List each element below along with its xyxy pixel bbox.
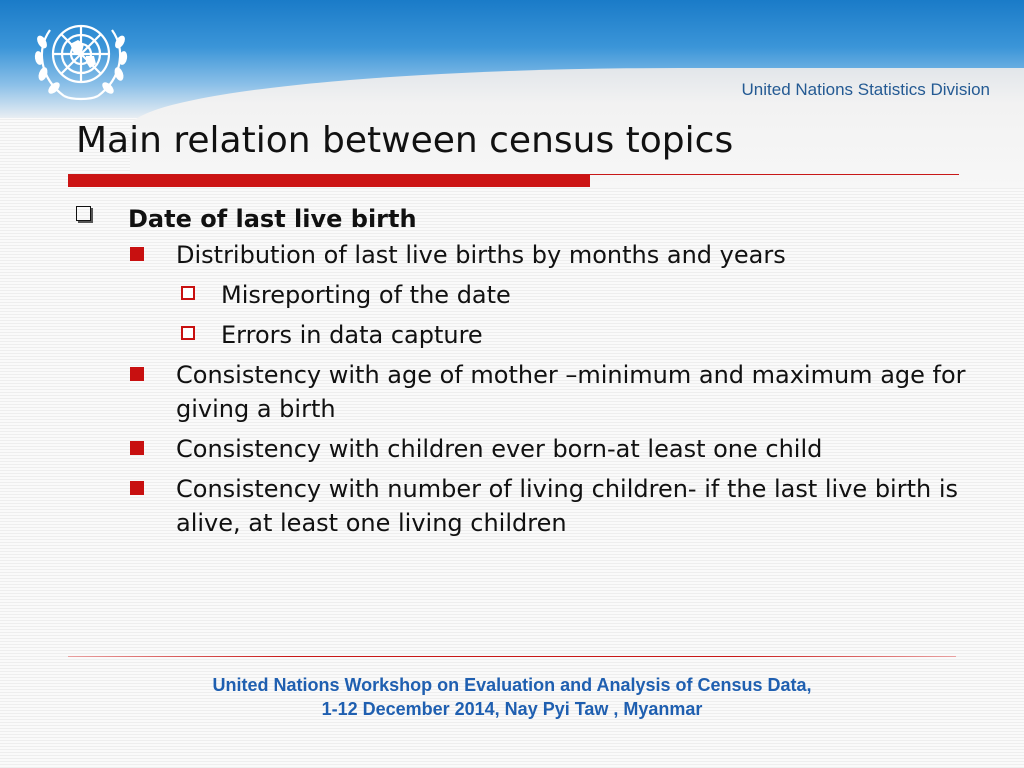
title-underline-bar [68, 175, 590, 187]
red-square-bullet-icon [130, 367, 144, 381]
hollow-square-bullet-icon [76, 206, 91, 221]
list-item [0, 200, 1024, 238]
organization-name: United Nations Statistics Division [741, 80, 990, 99]
un-emblem-icon [28, 8, 134, 108]
hollow-red-square-bullet-icon [181, 286, 195, 300]
list-item-text: Distribution of last live births by months and years [176, 241, 786, 269]
footer [0, 673, 1024, 721]
footer-line-2: 1-12 December 2014, Nay Pyi Taw , Myanmar [321, 699, 703, 719]
list-item [0, 278, 1024, 312]
hollow-red-square-bullet-icon [181, 326, 195, 340]
list-item-text: Errors in data capture [221, 321, 483, 349]
list-item-text: Consistency with number of living children- if the last live birth is alive, at least one living children [176, 475, 959, 537]
red-square-bullet-icon [130, 247, 144, 261]
bullet-list [0, 200, 1024, 546]
list-item [0, 472, 966, 540]
red-square-bullet-icon [130, 441, 144, 455]
slide-title: Main relation between census topics [76, 120, 734, 161]
footer-divider [68, 656, 956, 657]
red-square-bullet-icon [130, 481, 144, 495]
list-item [0, 238, 966, 272]
list-item-text: Consistency with children ever born-at least one child [176, 435, 823, 463]
list-item-text: Misreporting of the date [221, 281, 511, 309]
list-item [0, 358, 966, 426]
list-item [0, 432, 966, 466]
list-item-text: Consistency with age of mother –minimum and maximum age for giving a birth [176, 361, 966, 423]
footer-line-1: United Nations Workshop on Evaluation and Analysis of Census Data, [212, 675, 812, 695]
header-banner [0, 0, 1024, 118]
list-item-text: Date of last live birth [128, 205, 417, 233]
list-item [0, 318, 1024, 352]
